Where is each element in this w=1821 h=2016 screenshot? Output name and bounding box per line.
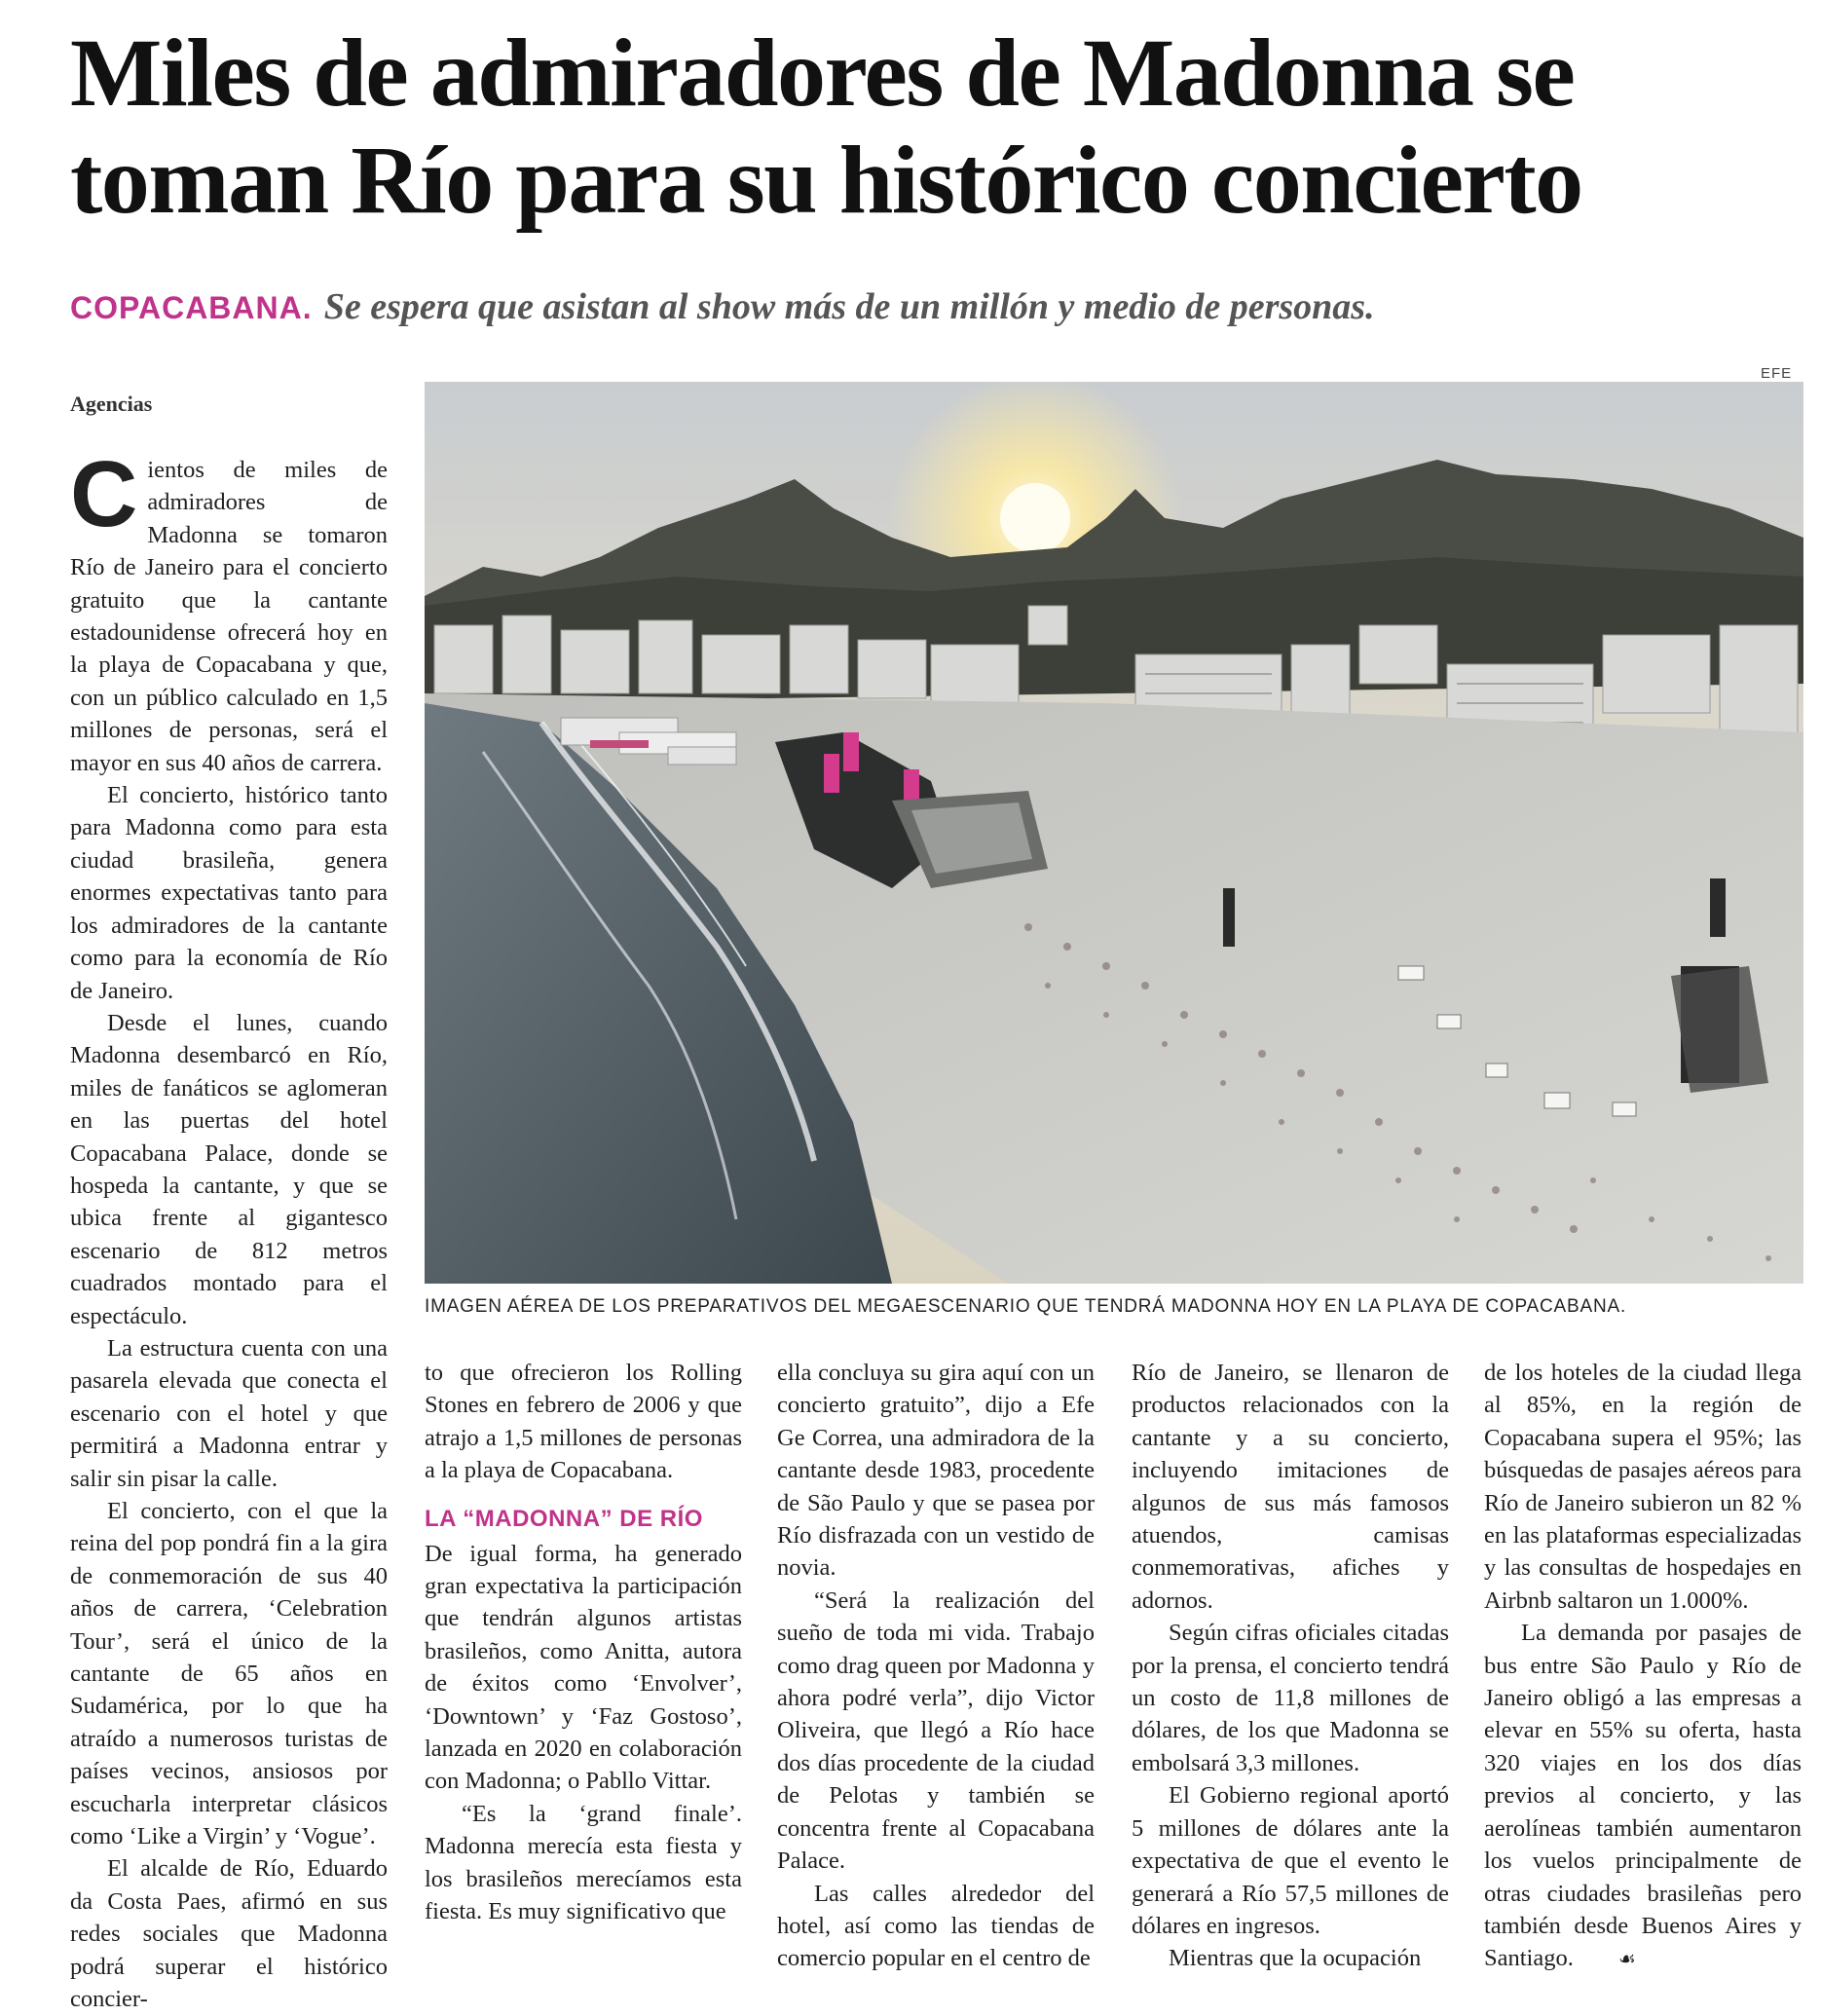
kicker: COPACABANA. — [70, 290, 313, 325]
paragraph-text: ientos de miles de admiradores de Madonna se tomaron Río de Janeiro para el concierto gratuito que la cantante estadounidense ofrecerá hoy en la playa de Copacabana y que, con un público calculado en 1,5 millones de personas, será el mayor en sus 40 años de carrera. — [70, 457, 388, 776]
article-column-3 — [777, 1357, 1095, 1975]
photo-caption: IMAGEN AÉREA DE LOS PREPARATIVOS DEL MEGAESCENARIO QUE TENDRÁ MADONNA HOY EN LA PLAYA DE COPACABANA. — [425, 1296, 1627, 1317]
paragraph: Mientras que la ocupación — [1169, 1945, 1422, 1972]
paragraph: Las calles alrededor del hotel, así como las tiendas de comercio popular en el centro de — [777, 1880, 1095, 1972]
article-column-2 — [425, 1357, 742, 1928]
article-column-5 — [1484, 1357, 1802, 1976]
paragraph: El concierto, con el que la reina del pop pondrá fin a la gira de conmemoración de sus 40 años de carrera, ‘Celebration Tour’, será el único de la cantante de 65 años en Sudamérica, por lo que ha atraído a numerosos turistas de países vecinos, ansiosos por escucharla interpretar clásicos como ‘Like a Virgin’ y ‘Vogue’. — [70, 1498, 388, 1850]
section-heading: LA “MADONNA” DE RÍO — [425, 1505, 703, 1532]
paragraph: to que ofrecieron los Rolling Stones en febrero de 2006 y que atrajo a 1,5 millones de personas a la playa de Copacabana. — [425, 1360, 742, 1484]
article-column-1 — [70, 442, 388, 2016]
photo-credit: EFE — [1761, 365, 1793, 382]
paragraph-text: La demanda por pasajes de bus entre São Paulo y Río de Janeiro obligó a las empresas a elevar en 55% su oferta, hasta 320 viajes en los dos días previos al concierto, y las aerolíneas también aumentaron los vuelos principalmente de otras ciudades brasileñas pero también desde Buenos Aires y Santiago. — [1484, 1620, 1802, 1972]
byline: Agencias — [70, 392, 153, 416]
aerial-photo — [425, 382, 1803, 1284]
paragraph: El concierto, histórico tanto para Madonna como para esta ciudad brasileña, genera enormes expectativas tanto para los admiradores de la cantante como para la economía de Río de Janeiro. — [70, 782, 388, 1004]
paragraph: El alcalde de Río, Eduardo da Costa Paes, afirmó en sus redes sociales que Madonna podrá superar el histórico concier- — [70, 1855, 388, 2013]
paragraph: ella concluya su gira aquí con un concierto gratuito”, dijo a Efe Ge Correa, una admiradora de la cantante desde 1983, procedente de São Paulo y que se pasea por Río disfrazada con un vestido de novia. — [777, 1360, 1095, 1582]
paragraph: “Es la ‘grand finale’. Madonna merecía esta fiesta y los brasileños merecíamos esta fiesta. Es muy significativo que — [425, 1800, 742, 1925]
paragraph — [1484, 1617, 1802, 1975]
paragraph — [70, 442, 388, 779]
paragraph: Río de Janeiro, se llenaron de productos relacionados con la cantante y a su concierto, incluyendo imitaciones de algunos de sus más famosos atuendos, camisas conmemorativas, afiches y adornos. — [1132, 1360, 1449, 1614]
dek: Se espera que asistan al show más de un millón y medio de personas. — [323, 286, 1375, 327]
paragraph: El Gobierno regional aportó 5 millones de dólares ante la expectativa de que el evento le generará a Río 57,5 millones de dólares en ingresos. — [1132, 1782, 1449, 1939]
headline: Miles de admiradores de Madonna se toman Río para su histórico concierto — [70, 19, 1582, 234]
paragraph: Desde el lunes, cuando Madonna desembarcó en Río, miles de fanáticos se aglomeran en las puertas del hotel Copacabana Palace, donde se hospeda la cantante, y que se ubica frente al gigantesco escenario de 812 metros cuadrados montado para el espectáculo. — [70, 1009, 388, 1329]
paragraph: Según cifras oficiales citadas por la prensa, el concierto tendrá un costo de 11,8 millones de dólares, de los que Madonna se embolsará 3,3 millones. — [1132, 1620, 1449, 1776]
paragraph: De igual forma, ha generado gran expectativa la participación que tendrán algunos artistas brasileños, como Anitta, autora de éxitos como ‘Envolver’, ‘Downtown’ y ‘Faz Gostoso’, lanzada en 2020 en colaboración con Madonna; o Pabllo Vittar. — [425, 1540, 742, 1795]
subheadline — [70, 282, 1784, 331]
paragraph: de los hoteles de la ciudad llega al 85%, en la región de Copacabana supera el 95%; las búsquedas de pasajes aéreos para Río de Janeiro subieron un 82 % en las plataformas especializadas y las consultas de hospedajes en Airbnb saltaron un 1.000%. — [1484, 1360, 1802, 1614]
paragraph: La estructura cuenta con una pasarela elevada que conecta el escenario con el hotel y que permitirá a Madonna entrar y salir sin pisar la calle. — [70, 1334, 388, 1492]
paragraph: “Será la realización del sueño de toda mi vida. Trabajo como drag queen por Madonna y ahora podré verla”, dijo Victor Oliveira, que llegó a Río hace dos días procedente de la ciudad de Pelotas y también se concentra frente al Copacabana Palace. — [777, 1587, 1095, 1875]
end-mark-icon: ☙ — [1617, 1947, 1636, 1971]
dropcap: C — [70, 442, 138, 546]
article-column-4 — [1132, 1357, 1449, 1975]
